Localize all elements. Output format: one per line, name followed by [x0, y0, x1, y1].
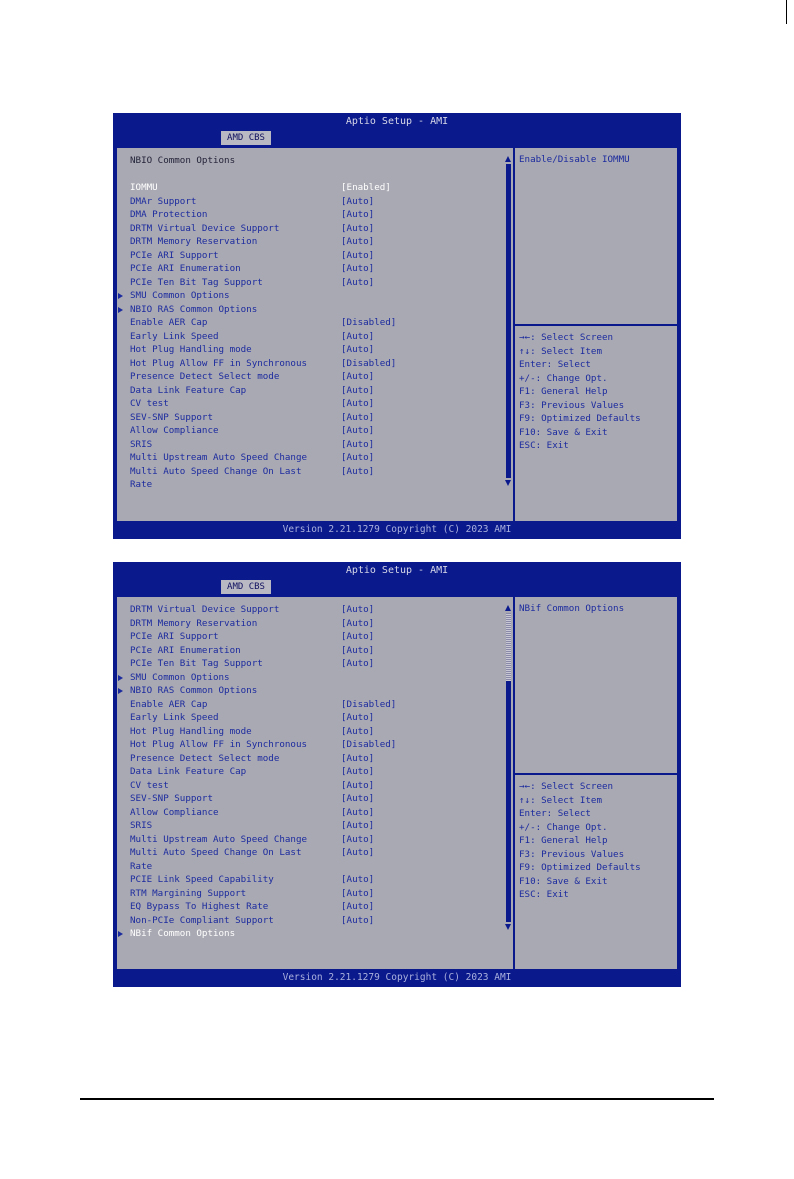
setting-value[interactable]: [Auto] [341, 833, 375, 845]
setting-label: Enable AER Cap [130, 698, 208, 710]
setting-label: SMU Common Options [130, 290, 230, 301]
scroll-down-arrow-icon[interactable] [505, 924, 511, 930]
setting-label: Data Link Feature Cap [130, 384, 247, 396]
setting-label: NBif Common Options [130, 928, 236, 939]
setting-value[interactable]: [Auto] [341, 195, 375, 207]
setting-label: SRIS [130, 820, 153, 831]
setting-value[interactable]: [Auto] [341, 371, 375, 382]
setting-label: SRIS [130, 438, 153, 450]
setting-label: Hot Plug Allow FF in Synchronous [130, 357, 308, 369]
setting-value[interactable]: [Disabled] [341, 698, 397, 710]
submenu-arrow-icon [118, 675, 123, 681]
setting-label: Early Link Speed [130, 330, 219, 342]
setting-value[interactable]: [Auto] [341, 712, 375, 723]
settings-panel [117, 148, 677, 521]
setting-label: PCIE Link Speed Capability [130, 874, 274, 885]
setting-value[interactable]: [Disabled] [341, 357, 397, 369]
setting-label: Rate [130, 860, 153, 872]
setting-label: DRTM Virtual Device Support [130, 604, 280, 615]
setting-label: Data Link Feature Cap [130, 766, 247, 777]
setting-value[interactable]: [Auto] [341, 901, 375, 912]
version-bar: Version 2.21.1279 Copyright (C) 2023 AMI [282, 972, 512, 983]
key-hint: F10: Save & Exit [519, 426, 608, 438]
setting-label: Multi Auto Speed Change On Last [130, 465, 302, 477]
help-pane [515, 597, 677, 969]
setting-value[interactable]: [Auto] [341, 779, 375, 791]
bios-screen-2 [113, 562, 681, 987]
setting-value[interactable]: [Auto] [341, 330, 375, 342]
scrollbar[interactable] [505, 605, 512, 930]
key-hint: Enter: Select [519, 808, 591, 819]
setting-value[interactable]: [Auto] [341, 425, 375, 436]
setting-label: PCIe ARI Support [130, 249, 219, 261]
setting-value[interactable]: [Auto] [341, 209, 375, 220]
setting-value[interactable]: [Auto] [341, 644, 375, 656]
setting-label: NBIO Common Options [130, 155, 236, 166]
key-hint: F9: Optimized Defaults [519, 413, 641, 424]
setting-value[interactable]: [Auto] [341, 617, 375, 629]
setting-value[interactable]: [Disabled] [341, 317, 397, 328]
tab-amd-cbs[interactable]: AMD CBS [221, 580, 271, 594]
setting-value[interactable]: [Enabled] [341, 182, 391, 193]
scroll-up-arrow-icon[interactable] [505, 156, 511, 162]
setting-label: Multi Upstream Auto Speed Change [130, 833, 308, 845]
key-legend [519, 331, 641, 453]
submenu-arrow-icon [118, 688, 123, 694]
setting-value[interactable]: [Auto] [341, 604, 375, 615]
setting-label: PCIe Ten Bit Tag Support [130, 276, 263, 288]
key-hint: F1: General Help [519, 386, 608, 397]
key-hint: +/-: Change Opt. [519, 372, 608, 384]
setting-label: IOMMU [130, 182, 158, 193]
setting-label: PCIe ARI Enumeration [130, 263, 241, 274]
key-hint: F9: Optimized Defaults [519, 862, 641, 873]
setting-value[interactable]: [Auto] [341, 914, 375, 926]
version-bar: Version 2.21.1279 Copyright (C) 2023 AMI [282, 524, 512, 535]
setting-label: DMAr Support [130, 195, 197, 207]
submenu-arrow-icon [118, 931, 123, 937]
setting-value[interactable]: [Auto] [341, 398, 375, 409]
setting-label: CV test [130, 398, 169, 409]
setting-label: NBIO RAS Common Options [130, 303, 258, 315]
setting-value[interactable]: [Disabled] [341, 739, 397, 750]
key-hint: →←: Select Screen [519, 332, 614, 343]
scroll-thumb[interactable] [506, 164, 511, 478]
setting-value[interactable]: [Auto] [341, 438, 375, 450]
key-hint: ↑↓: Select Item [519, 345, 602, 357]
help-text: NBif Common Options [519, 603, 625, 614]
setting-value[interactable]: [Auto] [341, 344, 375, 355]
scroll-thumb[interactable] [506, 681, 511, 922]
key-hint: F1: General Help [519, 835, 608, 846]
key-hint: Enter: Select [519, 359, 591, 370]
key-legend [519, 780, 641, 902]
key-hint: +/-: Change Opt. [519, 821, 608, 833]
setting-value[interactable]: [Auto] [341, 820, 375, 831]
setting-value[interactable]: [Auto] [341, 465, 375, 477]
setting-value[interactable]: [Auto] [341, 452, 375, 463]
setting-label: Allow Compliance [130, 806, 219, 818]
key-hint: F3: Previous Values [519, 848, 625, 860]
settings-list [117, 148, 513, 521]
setting-value[interactable]: [Auto] [341, 276, 375, 288]
page-edge-rule [786, 0, 787, 24]
scrollbar[interactable] [505, 156, 512, 486]
setting-value[interactable]: [Auto] [341, 384, 375, 396]
setting-label: PCIe ARI Support [130, 631, 219, 642]
setting-label: Presence Detect Select mode [130, 752, 280, 764]
bios-title: Aptio Setup - AMI [345, 116, 449, 127]
setting-label: Multi Auto Speed Change On Last [130, 847, 302, 858]
page-footer-rule [80, 1098, 714, 1100]
setting-value[interactable]: [Auto] [341, 766, 375, 777]
scroll-down-arrow-icon[interactable] [505, 480, 511, 486]
setting-label: EQ Bypass To Highest Rate [130, 901, 269, 912]
setting-label: Allow Compliance [130, 425, 219, 436]
setting-label: Multi Upstream Auto Speed Change [130, 452, 308, 463]
setting-value[interactable]: [Auto] [341, 752, 375, 764]
setting-label: DMA Protection [130, 209, 208, 220]
key-hint: →←: Select Screen [519, 781, 614, 792]
setting-label: Enable AER Cap [130, 317, 208, 328]
setting-value[interactable]: [Auto] [341, 411, 375, 423]
setting-label: DRTM Virtual Device Support [130, 222, 280, 234]
setting-label: Non-PCIe Compliant Support [130, 914, 274, 926]
setting-value[interactable]: [Auto] [341, 249, 375, 261]
setting-label: SEV-SNP Support [130, 793, 213, 804]
help-divider [515, 324, 677, 326]
setting-label: SMU Common Options [130, 671, 230, 683]
setting-value[interactable]: [Auto] [341, 847, 375, 858]
help-pane [515, 148, 677, 521]
submenu-arrow-icon [118, 293, 123, 299]
setting-value[interactable]: [Auto] [341, 263, 375, 274]
setting-value[interactable]: [Auto] [341, 874, 375, 885]
setting-value[interactable]: [Auto] [341, 658, 375, 669]
setting-label: CV test [130, 779, 169, 791]
setting-label: Rate [130, 479, 153, 490]
submenu-arrow-icon [118, 307, 123, 313]
setting-label: Hot Plug Allow FF in Synchronous [130, 739, 308, 750]
bios-screen-1 [113, 113, 681, 539]
setting-label: RTM Margining Support [130, 887, 247, 899]
setting-value[interactable]: [Auto] [341, 631, 375, 642]
scroll-up-arrow-icon[interactable] [505, 605, 511, 611]
setting-label: DRTM Memory Reservation [130, 236, 258, 247]
setting-label: Early Link Speed [130, 712, 219, 723]
bios-title: Aptio Setup - AMI [345, 565, 449, 576]
setting-label: NBIO RAS Common Options [130, 685, 258, 696]
setting-value[interactable]: [Auto] [341, 236, 375, 247]
setting-label: Hot Plug Handling mode [130, 344, 252, 355]
key-hint: ESC: Exit [519, 889, 569, 900]
key-hint: F3: Previous Values [519, 399, 625, 411]
setting-value[interactable]: [Auto] [341, 222, 375, 234]
setting-value[interactable]: [Auto] [341, 806, 375, 818]
setting-value[interactable]: [Auto] [341, 725, 375, 737]
key-hint: F10: Save & Exit [519, 875, 608, 887]
setting-label: PCIe ARI Enumeration [130, 644, 241, 656]
help-text: Enable/Disable IOMMU [519, 154, 630, 165]
tab-amd-cbs[interactable]: AMD CBS [221, 131, 271, 145]
setting-label: PCIe Ten Bit Tag Support [130, 658, 263, 669]
setting-label: DRTM Memory Reservation [130, 617, 258, 629]
setting-value[interactable]: [Auto] [341, 887, 375, 899]
settings-list [117, 597, 513, 969]
key-hint: ↑↓: Select Item [519, 794, 602, 806]
key-hint: ESC: Exit [519, 440, 569, 451]
setting-label: Presence Detect Select mode [130, 371, 280, 382]
settings-panel [117, 597, 677, 969]
setting-value[interactable]: [Auto] [341, 793, 375, 804]
setting-label: SEV-SNP Support [130, 411, 213, 423]
setting-label: Hot Plug Handling mode [130, 725, 252, 737]
help-divider [515, 773, 677, 775]
